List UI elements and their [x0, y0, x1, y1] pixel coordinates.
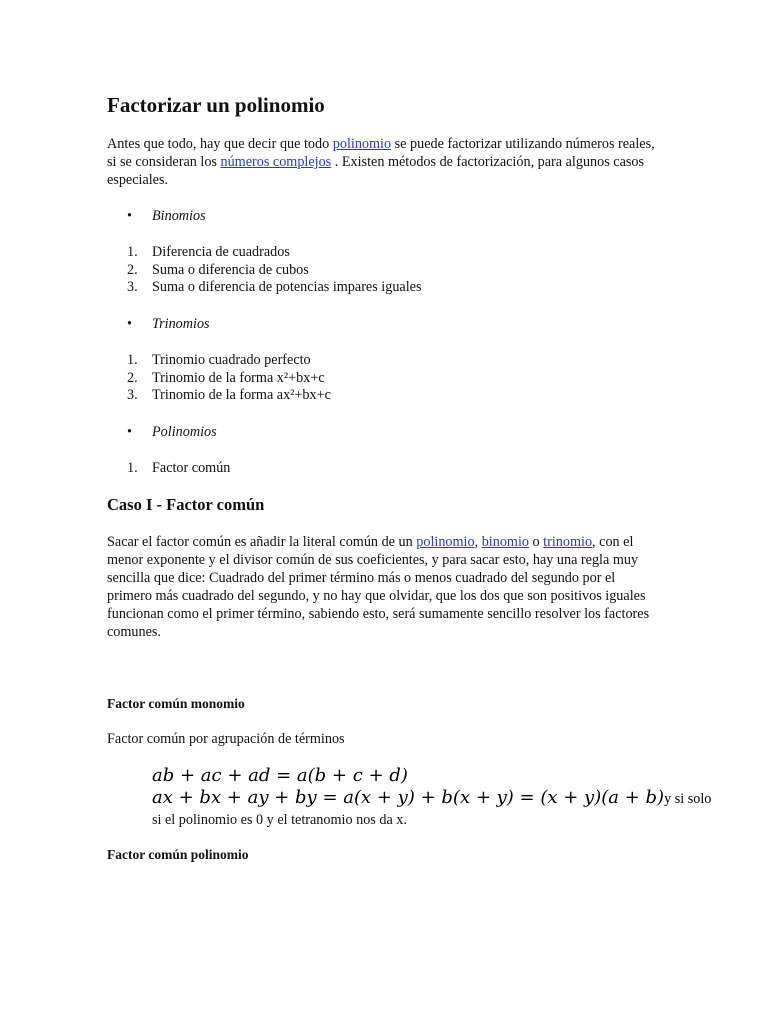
- list-item-number: 3.: [127, 387, 138, 403]
- trinomio-link[interactable]: trinomio: [543, 534, 593, 550]
- agrupacion-subtitle: Factor común por agrupación de términos: [107, 731, 345, 747]
- list-item-text: Trinomio de la forma ax²+bx+c: [152, 387, 331, 403]
- polinomio-link[interactable]: polinomio: [332, 136, 392, 152]
- list-item-number: 1.: [127, 352, 138, 368]
- bullet-dot: •: [127, 424, 132, 440]
- intro-text-3: . Existen métodos de factorización, para algunos casos especiales.: [107, 154, 645, 188]
- bullet-dot: •: [127, 316, 132, 332]
- bullet-label: Polinomios: [152, 424, 217, 440]
- factor-comun-polinomio-heading: Factor común polinomio: [107, 847, 249, 862]
- caso-text-1: Sacar el factor común es añadir la literal común de un: [107, 534, 417, 550]
- equation-2: [152, 787, 711, 810]
- page-title: Factorizar un polinomio: [107, 93, 325, 117]
- list-item-number: 2.: [127, 261, 138, 278]
- numeros-complejos-link[interactable]: números complejos: [220, 154, 332, 170]
- caso-i-heading: Caso I - Factor común: [107, 495, 265, 514]
- bullet-dot: •: [127, 208, 132, 224]
- list-item-text: Suma o diferencia de potencias impares iguales: [152, 279, 422, 295]
- list-item-text: Diferencia de cuadrados: [152, 244, 290, 260]
- factor-comun-monomio-heading: Factor común monomio: [107, 696, 245, 711]
- equation-note: si el polinomio es 0 y el tetranomio nos da x.: [152, 812, 407, 828]
- caso-sep-1: ,: [474, 534, 482, 550]
- bullet-label: Binomios: [152, 208, 206, 224]
- equation-2-body: ax + bx + ay + by = a(x + y) + b(x + y) = (x + y)(a + b): [152, 787, 665, 808]
- binomio-link[interactable]: binomio: [481, 534, 529, 550]
- list-item-text: Factor común: [152, 460, 231, 476]
- equation-1: ab + ac + ad = a(b + c + d): [152, 765, 408, 786]
- list-item-number: 3.: [127, 279, 138, 295]
- list-item-text: Trinomio cuadrado perfecto: [152, 352, 311, 368]
- bullet-label: Trinomios: [152, 316, 210, 332]
- list-item-number: 2.: [127, 369, 138, 386]
- list-item-number: 1.: [127, 244, 138, 260]
- intro-text-1: Antes que todo, hay que decir que todo: [107, 136, 333, 152]
- intro-text-2: se puede factorizar utilizando números reales, si se consideran los: [107, 136, 655, 170]
- caso-sep-2: o: [528, 534, 544, 550]
- equation-2-tail: y si solo: [664, 791, 712, 807]
- list-item-text: Trinomio de la forma x²+bx+c: [152, 369, 325, 386]
- list-item-text: Suma o diferencia de cubos: [152, 261, 309, 278]
- intro-paragraph: [107, 135, 662, 189]
- list-item-number: 1.: [127, 460, 138, 476]
- polinomio-link-2[interactable]: polinomio: [416, 534, 475, 550]
- caso-text-2: , con el menor exponente y el divisor común de sus coeficientes, y para sacar esto, hay una regla muy sencilla que dice: Cuadrado del primer término más o menos cuadrado del segundo por el primero más cuadrado del segundo, y no hay que olvidar, que los dos que son positivos iguales funcionan como el primer término, sabiendo esto, será sumamente sencillo resolver los factores comunes.: [107, 534, 650, 640]
- caso-i-paragraph: [107, 533, 662, 641]
